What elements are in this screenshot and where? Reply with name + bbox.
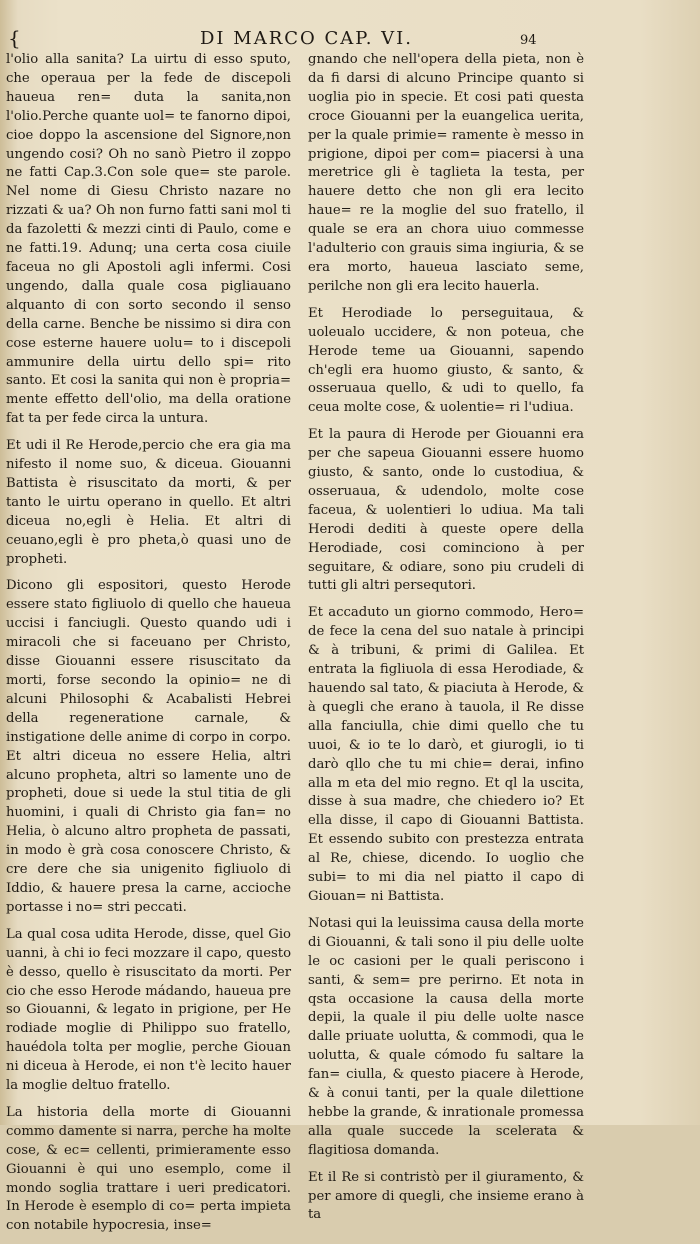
paragraph: La qual cosa udita Herode, disse, quel Gio uanni, à chi io feci mozzare il capo, questo è desso, quello è risuscitato da morti. Per cio che esso Herode mádando, haueua pre so Giouanni, & legato in prigione, per He rodiade moglie di Philippo suo fratello, hauédola tolta per moglie, perche Giouan ni diceua à Herode, ei non t'è lecito hauer la moglie deltuo fratello.: [6, 926, 292, 1094]
paragraph: Dicono gli espositori, questo Herode essere stato figliuolo di quello che haueua uccisi i fanciugli. Questo quando udi i miracoli che si faceuano per Christo, disse Giouanni essere risuscitato da morti, forse secondo la opinio= ne di alcuni Philosophi & Acabalisti Hebrei della regeneratione carnale, & instigatione delle anime di corpo in corpo. Et altri diceua no essere Helia, altri alcuno propheta, altri so lamente uno de propheti, doue si uede la stul titia de gli huomini, i quali di Christo gia fan= no Helia, ò alcuno altro propheta de passati, in modo è grà cosa conoscere Christo, & cre dere che sia unigenito figliuolo di Iddio, & hauere presa la carne, accioche portasse i no= stri peccati.: [6, 578, 291, 915]
paragraph: Et Herodiade lo perseguitaua, & uoleualo uccidere, & non poteua, che Herode teme ua Giouanni, sapendo ch'egli era huomo giusto, & santo, & osseruaua quello, & udi to quello, fa ceua molte cose, & uolentie= ri l'udiua.: [308, 305, 584, 416]
header-title: DI MARCO CAP. VI.: [200, 28, 414, 49]
paragraph: Et la paura di Herode per Giouanni era per che sapeua Giouanni essere huomo giusto, & santo, onde lo custodiua, & osseruaua, & udendolo, molte cose faceua, & uolentieri lo udiua. Ma tali Herodi dediti à queste opere della Herodiade, cosi cominciono à per seguitare, & odiare, sono piu crudeli di tutti gli altri persequtori.: [308, 427, 584, 594]
paragraph: Notasi qui la leuissima causa della morte di Giouanni, & tali sono il piu delle uolte le oc casioni per le quali periscono i santi, & sem= pre perirno. Et nota in qsta occasione la causa della morte depii, la quale il piu delle uolte nasce dalle priuate uolutta, & commodi, qua le uolutta, & quale cómodo fu saltare la fan= ciulla, & questo piacere à Herode, & à conui tanti, per la quale dilettione hebbe la grande, & inrationale promessa alla quale succede la scelerata & flagitiosa domanda.: [308, 915, 584, 1158]
right-column: [308, 51, 584, 1233]
page-number: 94: [520, 33, 537, 48]
paragraph: Et il Re si contristò per il giuramento, & per amore di quegli, che insieme erano à ta: [308, 1169, 584, 1223]
paragraph: l'olio alla sanita? La uirtu di esso sputo, che operaua per la fede de discepoli haueua ren= duta la sanita,non l'olio.Perche quante uol= te fanorno dipoi, cioe doppo la ascensione del Signore,non ungendo cosi? Oh no sanò Pietro il zoppo ne fatti Cap.3.Con sole que= ste parole. Nel nome di Giesu Christo nazare no rizzati & ua? Oh non furno fatti sani mol ti da fazoletti & mezzi cinti di Paulo, come e ne fatti.19. Adunq; una certa cosa ciuile faceua no gli Apostoli agli infermi. Cosi ungendo, dalla quale cosa pigliauano alquanto di con sorto secondo il senso della carne. Benche be nissimo si dira con cose esterne hauere uolu= to i discepoli ammunire della uirtu dello spi= rito santo. Et cosi la sanita qui non è propria= mente effetto dell'olio, ma della oratione fat ta per fede circa la untura.: [6, 52, 291, 427]
left-column: [6, 51, 291, 1244]
header-left-mark: {: [8, 26, 21, 50]
paragraph: Et udi il Re Herode,percio che era gia ma nifesto il nome suo, & diceua. Giouanni Battista è risuscitato da morti, & per tanto le uirtu operano in quello. Et altri diceua no,egli è Helia. Et altri di ceuano,egli è pro pheta,ò quasi uno de propheti.: [6, 438, 291, 567]
paragraph: Et accaduto un giorno commodo, Hero= de fece la cena del suo natale à principi & à tribuni, & primi di Galilea. Et entrata la figliuola di essa Herodiade, & hauendo sal tato, & piaciuta à Herode, & à quegli che erano à tauola, il Re disse alla fanciulla, chie dimi quello che tu uuoi, & io te lo darò, et giurogli, io ti darò qllo che tu mi chie= derai, infino alla m eta del mio regno. Et ql la uscita, disse à sua madre, che chiedero io? Et ella disse, il capo di Giouanni Battista. Et essendo subito con prestezza entrata al Re, chiese, dicendo. Io uoglio che subi= to mi dia nel piatto il capo di Giouan= ni Battista.: [308, 605, 584, 904]
running-header: [0, 26, 700, 52]
paragraph: gnando che nell'opera della pieta, non è da fi darsi di alcuno Principe quanto si uoglia pio in specie. Et cosi pati questa croce Giouanni per la euangelica uerita, per la quale primie= ramente è messo in prigione, dipoi per com= piacersi à una meretrice gli è taglieta la testa, per hauere detto che non gli era lecito haue= re la moglie del suo fratello, il quale se era an chora uiuo commesse l'adulterio con grauis sima ingiuria, & se era morto, haueua lasciato seme, perilche non gli era lecito hauerla.: [308, 52, 584, 294]
paragraph: La historia della morte di Giouanni commo damente si narra, perche ha molte cose, & ec= cellenti, primieramente esso Giouanni è qui uno esemplo, come il mondo soglia trattare i ueri predicatori. In Herode è esemplo di co= perta impieta con notabile hypocresia, inse=: [6, 1104, 291, 1234]
